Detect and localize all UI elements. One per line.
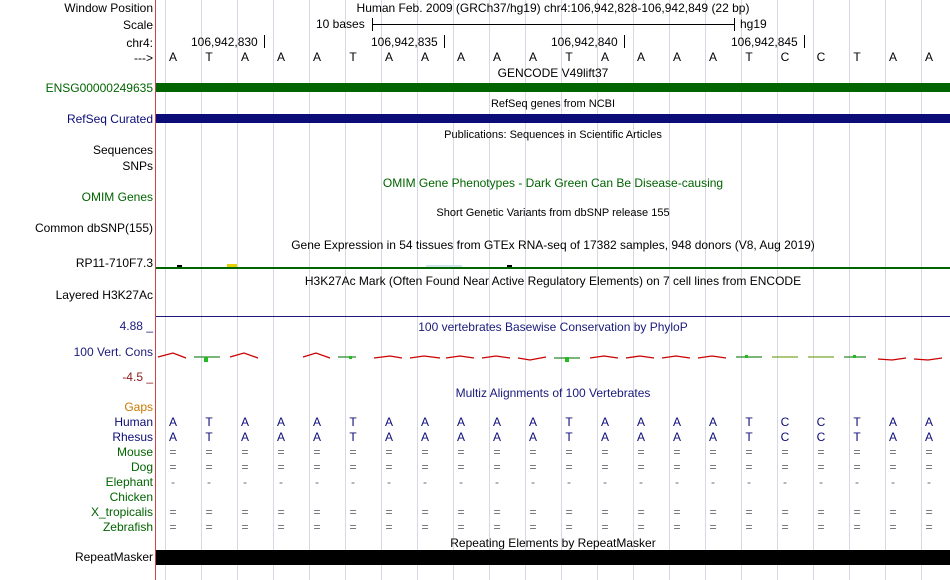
alignment-base: A [528, 415, 537, 429]
alignment-base: = [349, 520, 357, 534]
alignment-base: = [817, 520, 825, 534]
phylop-peak [878, 358, 906, 360]
phylop-segment [662, 356, 690, 358]
phylop-peak [158, 353, 186, 358]
repeatmasker-element-bar[interactable] [156, 550, 950, 565]
alignment-base: = [313, 460, 321, 474]
alignment-base: - [207, 475, 211, 489]
alignment-base: = [673, 520, 681, 534]
alignment-base: - [891, 475, 895, 489]
coord-label: 106,942,840 [551, 35, 618, 49]
alignment-base: = [493, 445, 501, 459]
alignment-base: - [675, 475, 679, 489]
alignment-base: = [169, 460, 177, 474]
alignment-base: = [673, 460, 681, 474]
alignment-base: T [565, 415, 573, 429]
phylop-segment [626, 356, 654, 358]
phylop-peak [230, 353, 258, 358]
alignment-base: T [349, 430, 357, 444]
reference-base: A [924, 50, 933, 64]
alignment-base: = [457, 520, 465, 534]
reference-base: T [565, 50, 573, 64]
alignment-base: = [673, 505, 681, 519]
reference-base: A [492, 50, 501, 64]
alignment-base: = [601, 445, 609, 459]
alignment-base: = [817, 505, 825, 519]
reference-base: A [456, 50, 465, 64]
h3k27ac-track-label[interactable]: Layered H3K27Ac [55, 288, 153, 302]
alignment-base: A [888, 415, 897, 429]
reference-base: A [240, 50, 249, 64]
reference-base: A [672, 50, 681, 64]
alignment-base: = [853, 460, 861, 474]
phylop-segment [590, 356, 618, 358]
reference-base: T [205, 50, 213, 64]
alignment-base: = [781, 460, 789, 474]
species-label[interactable]: Mouse [116, 445, 153, 459]
conservation-min-label: -4.5 _ [122, 370, 153, 384]
alignment-base: - [783, 475, 787, 489]
gtex-track-label[interactable]: RP11-710F7.3 [75, 256, 153, 270]
species-label[interactable]: Elephant [105, 475, 153, 489]
alignment-base: A [240, 430, 249, 444]
phylop-peak [303, 353, 330, 358]
alignment-base: A [708, 430, 717, 444]
alignment-base: = [781, 520, 789, 534]
alignment-base: T [853, 430, 861, 444]
alignment-base: = [673, 445, 681, 459]
alignment-base: = [241, 520, 249, 534]
alignment-base: - [603, 475, 607, 489]
alignment-base: = [853, 520, 861, 534]
reference-base: C [816, 50, 826, 64]
phylop-segment [482, 356, 510, 358]
alignment-base: = [817, 460, 825, 474]
alignment-base: = [385, 445, 393, 459]
alignment-base: = [853, 505, 861, 519]
alignment-base: = [205, 460, 213, 474]
alignment-base: A [420, 415, 429, 429]
alignment-base: = [601, 520, 609, 534]
alignment-base: = [709, 460, 717, 474]
alignment-base: = [313, 505, 321, 519]
alignment-base: - [711, 475, 715, 489]
alignment-base: = [889, 520, 897, 534]
alignment-base: = [457, 445, 465, 459]
coord-label: 106,942,830 [191, 35, 258, 49]
alignment-base: = [349, 445, 357, 459]
coord-label: 106,942,835 [371, 35, 438, 49]
publications-track-title: Publications: Sequences in Scientific Articles [444, 129, 662, 141]
alignment-base: = [565, 505, 573, 519]
alignment-base: A [168, 415, 177, 429]
alignment-base: - [495, 475, 499, 489]
alignment-base: = [781, 445, 789, 459]
alignment-base: = [529, 505, 537, 519]
conservation-track-title: 100 vertebrates Basewise Conservation by PhyloP [418, 320, 688, 334]
alignment-base: = [709, 445, 717, 459]
alignment-base: = [601, 505, 609, 519]
phylop-segment [698, 356, 726, 358]
h3k27ac-track-title: H3K27Ac Mark (Often Found Near Active Regulatory Elements) on 7 cell lines from ENCODE [304, 274, 802, 288]
alignment-base: - [423, 475, 427, 489]
phylop-peak [518, 357, 546, 360]
omim-track-label[interactable]: OMIM Genes [81, 190, 153, 204]
assembly-title: Human Feb. 2009 (GRCh37/hg19) chr4:106,942,828-106,942,849 (22 bp) [356, 1, 750, 15]
alignment-base: = [169, 520, 177, 534]
alignment-base: A [672, 430, 681, 444]
species-label[interactable]: Zebrafish [102, 520, 153, 534]
phylop-bar [745, 355, 748, 358]
alignment-base: - [243, 475, 247, 489]
scale-text: 10 bases [316, 17, 365, 31]
alignment-base: = [169, 505, 177, 519]
alignment-base: T [349, 415, 357, 429]
alignment-base: - [279, 475, 283, 489]
alignment-base: A [240, 415, 249, 429]
phylop-bar [565, 357, 569, 362]
reference-base: A [168, 50, 177, 64]
dbsnp-track-label[interactable]: Common dbSNP(155) [34, 221, 153, 235]
alignment-base: = [529, 445, 537, 459]
alignment-base: A [312, 430, 321, 444]
reference-base: A [888, 50, 897, 64]
alignment-base: = [421, 460, 429, 474]
assembly-short-label: hg19 [740, 17, 767, 31]
reference-base: A [528, 50, 537, 64]
alignment-base: = [565, 460, 573, 474]
alignment-base: = [637, 445, 645, 459]
alignment-base: A [276, 415, 285, 429]
alignment-base: = [277, 520, 285, 534]
species-label[interactable]: Rhesus [112, 430, 153, 444]
alignment-base: - [855, 475, 859, 489]
alignment-base: = [421, 520, 429, 534]
strand-label[interactable]: ---> [134, 51, 153, 65]
alignment-base: A [420, 430, 429, 444]
alignment-base: T [205, 415, 213, 429]
chrom-label[interactable]: chr4: [126, 36, 153, 50]
alignment-base: = [781, 505, 789, 519]
coord-label: 106,942,845 [731, 35, 798, 49]
alignment-base: A [924, 430, 933, 444]
alignment-base: = [277, 445, 285, 459]
alignment-base: = [925, 445, 933, 459]
alignment-base: A [456, 430, 465, 444]
alignment-base: A [708, 415, 717, 429]
reference-base: A [312, 50, 321, 64]
gencode-track-title: GENCODE V49lift37 [497, 66, 609, 80]
alignment-base: = [637, 460, 645, 474]
reference-base: T [853, 50, 861, 64]
alignment-base: - [171, 475, 175, 489]
alignment-base: = [421, 505, 429, 519]
reference-base: A [708, 50, 717, 64]
alignment-base: = [385, 505, 393, 519]
alignment-base: = [637, 520, 645, 534]
alignment-base: = [529, 460, 537, 474]
alignment-base: = [745, 460, 753, 474]
reference-base: A [636, 50, 645, 64]
alignment-base: - [747, 475, 751, 489]
alignment-base: = [889, 445, 897, 459]
dbsnp-track-title: Short Genetic Variants from dbSNP release 155 [436, 207, 670, 219]
alignment-base: = [169, 445, 177, 459]
alignment-base: = [241, 505, 249, 519]
snps-track-label[interactable]: SNPs [122, 159, 153, 173]
alignment-base: T [565, 430, 573, 444]
alignment-base: T [853, 415, 861, 429]
alignment-base: = [205, 520, 213, 534]
gtex-track-title: Gene Expression in 54 tissues from GTEx RNA-seq of 17382 samples, 948 donors (V8, Aug 2019) [291, 238, 815, 252]
alignment-base: A [384, 415, 393, 429]
alignment-base: C [816, 415, 826, 429]
alignment-base: = [205, 445, 213, 459]
alignment-base: = [925, 520, 933, 534]
phylop-peak [914, 358, 942, 360]
multiz-track-title: Multiz Alignments of 100 Vertebrates [455, 386, 651, 400]
alignment-base: = [925, 460, 933, 474]
alignment-base: A [600, 415, 609, 429]
alignment-base: = [637, 505, 645, 519]
alignment-base: C [780, 415, 790, 429]
scale-label[interactable]: Scale [122, 18, 153, 32]
alignment-base: A [168, 430, 177, 444]
alignment-base: = [349, 460, 357, 474]
sequences-track-label[interactable]: Sequences [92, 143, 153, 157]
alignment-base: = [385, 460, 393, 474]
alignment-base: C [780, 430, 790, 444]
alignment-base: = [529, 520, 537, 534]
alignment-base: = [349, 505, 357, 519]
alignment-base: A [672, 415, 681, 429]
reference-base: A [420, 50, 429, 64]
alignment-base: = [493, 520, 501, 534]
alignment-base: = [925, 505, 933, 519]
alignment-base: - [567, 475, 571, 489]
species-label[interactable]: X_tropicalis [90, 505, 153, 519]
alignment-base: = [565, 445, 573, 459]
phylop-segment [374, 356, 402, 358]
alignment-base: - [819, 475, 823, 489]
phylop-bar [204, 357, 208, 362]
refseq-track-label[interactable]: RefSeq Curated [66, 112, 153, 126]
species-label[interactable]: Dog [130, 460, 153, 474]
alignment-base: A [600, 430, 609, 444]
alignment-base: = [241, 460, 249, 474]
alignment-base: = [565, 520, 573, 534]
alignment-base: - [459, 475, 463, 489]
alignment-base: A [528, 430, 537, 444]
alignment-base: = [493, 505, 501, 519]
alignment-base: - [351, 475, 355, 489]
alignment-base: = [385, 520, 393, 534]
repeatmasker-track-label[interactable]: RepeatMasker [74, 550, 153, 564]
phylop-bar [349, 356, 352, 359]
alignment-base: = [745, 445, 753, 459]
species-label[interactable]: Human [114, 415, 153, 429]
alignment-base: = [241, 445, 249, 459]
conservation-max-label: 4.88 _ [119, 319, 153, 333]
alignment-base: = [745, 520, 753, 534]
alignment-base: - [927, 475, 931, 489]
alignment-base: - [531, 475, 535, 489]
alignment-base: A [924, 415, 933, 429]
alignment-base: = [709, 520, 717, 534]
alignment-base: = [205, 505, 213, 519]
alignment-base: - [639, 475, 643, 489]
alignment-base: = [745, 505, 753, 519]
phylop-segment [410, 356, 440, 358]
alignment-base: A [276, 430, 285, 444]
alignment-base: = [457, 505, 465, 519]
alignment-base: T [745, 415, 753, 429]
window-position-label[interactable]: Window Position [64, 1, 153, 15]
repeatmasker-track-title: Repeating Elements by RepeatMasker [450, 536, 656, 550]
alignment-base: A [384, 430, 393, 444]
alignment-base: - [315, 475, 319, 489]
alignment-base: = [493, 460, 501, 474]
alignment-base: C [816, 430, 826, 444]
alignment-base: T [745, 430, 753, 444]
alignment-base: = [889, 505, 897, 519]
alignment-base: = [601, 460, 609, 474]
alignment-base: - [387, 475, 391, 489]
alignment-base: = [889, 460, 897, 474]
alignment-base: A [636, 415, 645, 429]
phylop-bar [853, 355, 856, 358]
reference-base: A [384, 50, 393, 64]
alignment-base: = [313, 445, 321, 459]
alignment-base: = [709, 505, 717, 519]
alignment-base: A [636, 430, 645, 444]
alignment-base: = [817, 445, 825, 459]
gencode-track-label[interactable]: ENSG00000249635 [45, 81, 153, 95]
reference-base: T [745, 50, 753, 64]
omim-track-title: OMIM Gene Phenotypes - Dark Green Can Be Disease-causing [382, 176, 724, 190]
alignment-base: = [277, 460, 285, 474]
alignment-base: = [277, 505, 285, 519]
reference-base: A [600, 50, 609, 64]
alignment-base: = [853, 445, 861, 459]
gaps-track-label[interactable]: Gaps [124, 400, 153, 414]
alignment-base: A [312, 415, 321, 429]
alignment-base: = [457, 460, 465, 474]
alignment-base: = [421, 445, 429, 459]
alignment-base: A [492, 415, 501, 429]
alignment-base: A [456, 415, 465, 429]
alignment-base: T [205, 430, 213, 444]
alignment-base: A [492, 430, 501, 444]
reference-base: A [276, 50, 285, 64]
reference-base: T [349, 50, 357, 64]
conservation-track-label[interactable]: 100 Vert. Cons [73, 345, 153, 359]
alignment-base: A [888, 430, 897, 444]
refseq-track-title: RefSeq genes from NCBI [490, 98, 616, 110]
phylop-segment [446, 356, 474, 358]
species-label[interactable]: Chicken [109, 490, 153, 504]
alignment-base: = [313, 520, 321, 534]
reference-base: C [780, 50, 790, 64]
